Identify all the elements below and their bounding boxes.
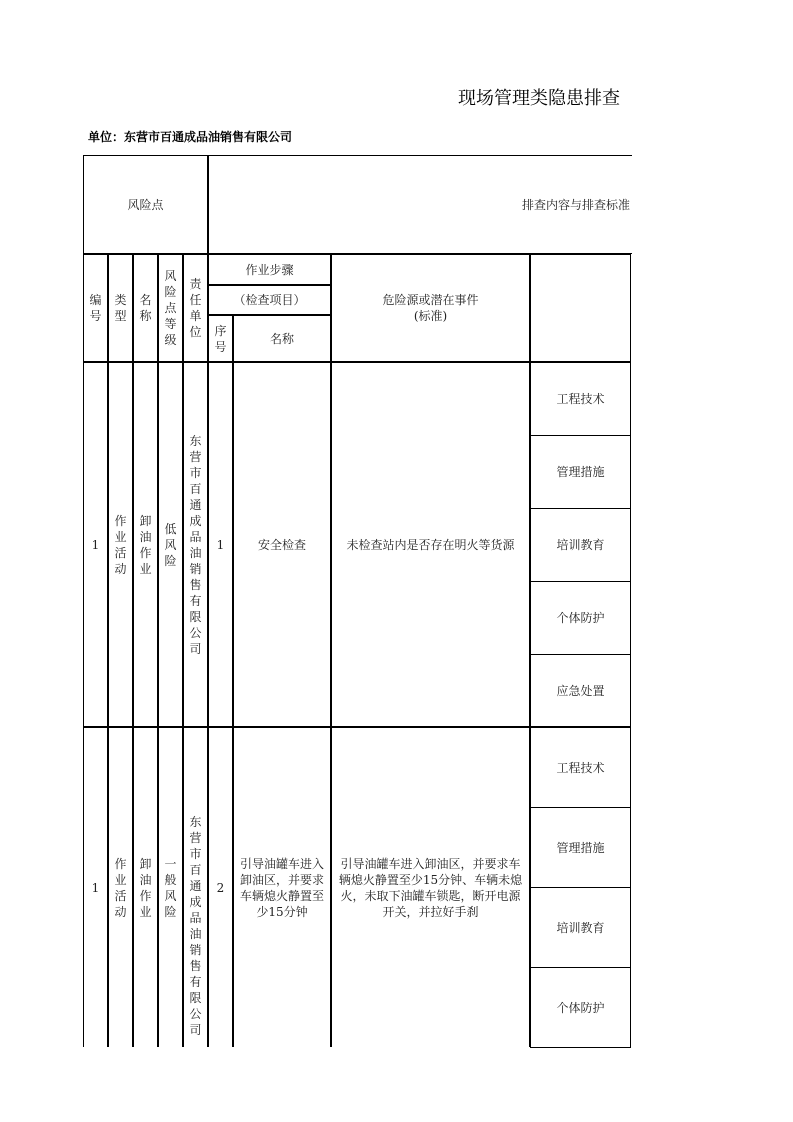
- row2-measure: 培训教育: [530, 887, 631, 968]
- unit-label: 单位：东营市百通成品油销售有限公司: [88, 130, 293, 144]
- row1-type: 作业活动: [108, 362, 133, 727]
- row2-measure: 管理措施: [530, 807, 631, 888]
- row2-dept: 东营市百通成品油销售有限公司: [183, 727, 208, 1047]
- row1-no: 1: [83, 362, 108, 727]
- header-seq: 序号: [208, 315, 233, 362]
- row1-measure: 管理措施: [530, 435, 631, 509]
- header-name: 名称: [133, 254, 158, 362]
- header-risk-point: 风险点: [83, 155, 208, 254]
- row1-step-name: 安全检查: [233, 362, 331, 727]
- row1-name: 卸油作业: [133, 362, 158, 727]
- header-check-item: （检查项目）: [208, 285, 331, 315]
- row2-hazard: 引导油罐车进入卸油区，并要求车辆熄火静置至少15分钟、车辆未熄火，未取下油罐车锁匙，断开电源开关，并拉好手刹: [331, 727, 530, 1047]
- row1-measure: 个体防护: [530, 581, 631, 655]
- row2-measure: 个体防护: [530, 967, 631, 1048]
- header-dept: 责任单位: [183, 254, 208, 362]
- row1-seq: 1: [208, 362, 233, 727]
- page-title: 现场管理类隐患排查: [458, 88, 620, 109]
- header-steps: 作业步骤: [208, 254, 331, 285]
- header-no: 编号: [83, 254, 108, 362]
- row1-measure: 应急处置: [530, 654, 631, 727]
- row1-measure: 工程技术: [530, 362, 631, 436]
- header-type: 类型: [108, 254, 133, 362]
- header-step-name: 名称: [233, 315, 331, 362]
- row2-seq: 2: [208, 727, 233, 1047]
- header-hazard: 危险源或潜在事件 (标准): [331, 254, 530, 362]
- header-measure: [530, 254, 631, 362]
- row1-hazard: 未检查站内是否存在明火等货源: [331, 362, 530, 727]
- row2-name: 卸油作业: [133, 727, 158, 1047]
- row2-no: 1: [83, 727, 108, 1047]
- header-content: 排查内容与排查标准: [208, 155, 632, 254]
- row1-level: 低风险: [158, 362, 183, 727]
- row2-step-name: 引导油罐车进入卸油区，并要求车辆熄火静置至少15分钟: [233, 727, 331, 1047]
- row1-dept: 东营市百通成品油销售有限公司: [183, 362, 208, 727]
- header-level: 风险点等级: [158, 254, 183, 362]
- row1-measure: 培训教育: [530, 508, 631, 582]
- row2-measure: 工程技术: [530, 727, 631, 808]
- row2-type: 作业活动: [108, 727, 133, 1047]
- row2-level: 一般风险: [158, 727, 183, 1047]
